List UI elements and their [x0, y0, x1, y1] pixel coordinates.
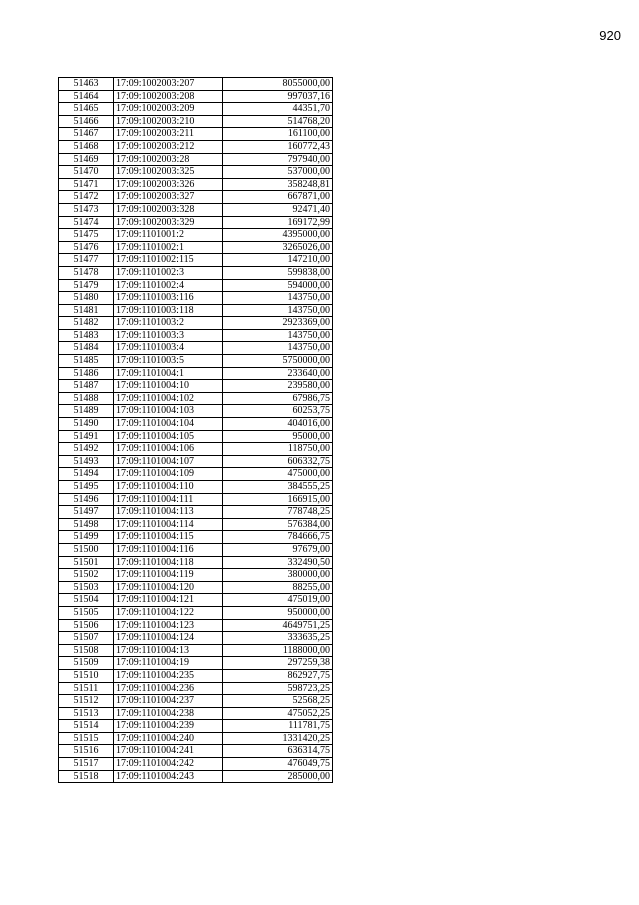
table-row: [59, 745, 333, 758]
row-number-cell: 51518: [59, 770, 114, 783]
cadastral-number-cell: 17:09:1101004:124: [114, 632, 223, 645]
cadastral-value-cell: 143750,00: [223, 292, 333, 305]
cadastral-value-cell: 1188000,00: [223, 644, 333, 657]
table-row: [59, 229, 333, 242]
cadastral-value-cell: 598723,25: [223, 682, 333, 695]
table-row: [59, 203, 333, 216]
row-number-cell: 51485: [59, 355, 114, 368]
cadastral-value-cell: 475052,25: [223, 707, 333, 720]
table-row: [59, 153, 333, 166]
row-number-cell: 51463: [59, 78, 114, 91]
cadastral-value-cell: 67986,75: [223, 392, 333, 405]
table-row: [59, 619, 333, 632]
row-number-cell: 51512: [59, 695, 114, 708]
table-row: [59, 481, 333, 494]
cadastral-number-cell: 17:09:1101003:2: [114, 317, 223, 330]
row-number-cell: 51470: [59, 166, 114, 179]
table-row: [59, 720, 333, 733]
row-number-cell: 51517: [59, 758, 114, 771]
table-row: [59, 581, 333, 594]
table-row: [59, 90, 333, 103]
row-number-cell: 51474: [59, 216, 114, 229]
cadastral-value-cell: 143750,00: [223, 329, 333, 342]
row-number-cell: 51493: [59, 455, 114, 468]
cadastral-value-cell: 594000,00: [223, 279, 333, 292]
row-number-cell: 51469: [59, 153, 114, 166]
row-number-cell: 51499: [59, 531, 114, 544]
table-row: [59, 758, 333, 771]
cadastral-number-cell: 17:09:1101004:123: [114, 619, 223, 632]
row-number-cell: 51510: [59, 669, 114, 682]
table-row: [59, 392, 333, 405]
table-row: [59, 178, 333, 191]
row-number-cell: 51513: [59, 707, 114, 720]
table-row: [59, 342, 333, 355]
cadastral-value-cell: 404016,00: [223, 418, 333, 431]
cadastral-value-cell: 111781,75: [223, 720, 333, 733]
cadastral-number-cell: 17:09:1101004:19: [114, 657, 223, 670]
table-row: [59, 543, 333, 556]
table-row: [59, 128, 333, 141]
row-number-cell: 51516: [59, 745, 114, 758]
cadastral-number-cell: 17:09:1101004:238: [114, 707, 223, 720]
row-number-cell: 51492: [59, 443, 114, 456]
cadastral-number-cell: 17:09:1101004:10: [114, 380, 223, 393]
row-number-cell: 51491: [59, 430, 114, 443]
row-number-cell: 51498: [59, 518, 114, 531]
row-number-cell: 51506: [59, 619, 114, 632]
cadastral-number-cell: 17:09:1002003:212: [114, 140, 223, 153]
row-number-cell: 51497: [59, 506, 114, 519]
row-number-cell: 51464: [59, 90, 114, 103]
cadastral-value-cell: 88255,00: [223, 581, 333, 594]
cadastral-value-cell: 169172,99: [223, 216, 333, 229]
cadastral-number-cell: 17:09:1101003:118: [114, 304, 223, 317]
cadastral-number-cell: 17:09:1101004:109: [114, 468, 223, 481]
row-number-cell: 51466: [59, 115, 114, 128]
table-row: [59, 216, 333, 229]
cadastral-value-cell: 52568,25: [223, 695, 333, 708]
table-row: [59, 518, 333, 531]
cadastral-value-cell: 44351,70: [223, 103, 333, 116]
cadastral-number-cell: 17:09:1101002:1: [114, 241, 223, 254]
cadastral-value-cell: 475019,00: [223, 594, 333, 607]
row-number-cell: 51484: [59, 342, 114, 355]
row-number-cell: 51489: [59, 405, 114, 418]
cadastral-value-cell: 384555,25: [223, 481, 333, 494]
row-number-cell: 51495: [59, 481, 114, 494]
cadastral-value-cell: 358248,81: [223, 178, 333, 191]
table-body: [59, 78, 333, 783]
row-number-cell: 51487: [59, 380, 114, 393]
row-number-cell: 51505: [59, 606, 114, 619]
cadastral-value-cell: 606332,75: [223, 455, 333, 468]
table-row: [59, 644, 333, 657]
cadastral-value-cell: 3265026,00: [223, 241, 333, 254]
cadastral-value-cell: 380000,00: [223, 569, 333, 582]
row-number-cell: 51501: [59, 556, 114, 569]
cadastral-value-cell: 667871,00: [223, 191, 333, 204]
row-number-cell: 51509: [59, 657, 114, 670]
cadastral-value-cell: 997037,16: [223, 90, 333, 103]
table-row: [59, 632, 333, 645]
row-number-cell: 51479: [59, 279, 114, 292]
row-number-cell: 51481: [59, 304, 114, 317]
cadastral-value-cell: 143750,00: [223, 342, 333, 355]
cadastral-value-cell: 161100,00: [223, 128, 333, 141]
cadastral-number-cell: 17:09:1101004:114: [114, 518, 223, 531]
cadastral-value-cell: 118750,00: [223, 443, 333, 456]
cadastral-number-cell: 17:09:1002003:210: [114, 115, 223, 128]
cadastral-number-cell: 17:09:1101004:118: [114, 556, 223, 569]
row-number-cell: 51486: [59, 367, 114, 380]
row-number-cell: 51488: [59, 392, 114, 405]
cadastral-value-cell: 636314,75: [223, 745, 333, 758]
cadastral-number-cell: 17:09:1101004:120: [114, 581, 223, 594]
cadastral-value-cell: 297259,38: [223, 657, 333, 670]
row-number-cell: 51514: [59, 720, 114, 733]
table-row: [59, 115, 333, 128]
cadastral-number-cell: 17:09:1002003:211: [114, 128, 223, 141]
cadastral-number-cell: 17:09:1101004:235: [114, 669, 223, 682]
cadastral-value-cell: 797940,00: [223, 153, 333, 166]
cadastral-value-cell: 4649751,25: [223, 619, 333, 632]
cadastral-value-cell: 166915,00: [223, 493, 333, 506]
cadastral-value-cell: 239580,00: [223, 380, 333, 393]
row-number-cell: 51507: [59, 632, 114, 645]
cadastral-number-cell: 17:09:1101004:121: [114, 594, 223, 607]
cadastral-number-cell: 17:09:1101004:122: [114, 606, 223, 619]
cadastral-number-cell: 17:09:1101004:103: [114, 405, 223, 418]
row-number-cell: 51503: [59, 581, 114, 594]
cadastral-value-cell: 599838,00: [223, 266, 333, 279]
table-row: [59, 418, 333, 431]
cadastral-number-cell: 17:09:1002003:327: [114, 191, 223, 204]
row-number-cell: 51478: [59, 266, 114, 279]
cadastral-number-cell: 17:09:1101004:239: [114, 720, 223, 733]
cadastral-number-cell: 17:09:1002003:208: [114, 90, 223, 103]
table-row: [59, 166, 333, 179]
cadastral-value-cell: 95000,00: [223, 430, 333, 443]
cadastral-number-cell: 17:09:1002003:28: [114, 153, 223, 166]
cadastral-value-cell: 8055000,00: [223, 78, 333, 91]
table-row: [59, 304, 333, 317]
row-number-cell: 51477: [59, 254, 114, 267]
table-row: [59, 657, 333, 670]
row-number-cell: 51475: [59, 229, 114, 242]
row-number-cell: 51472: [59, 191, 114, 204]
row-number-cell: 51480: [59, 292, 114, 305]
cadastral-number-cell: 17:09:1101004:110: [114, 481, 223, 494]
cadastral-number-cell: 17:09:1002003:207: [114, 78, 223, 91]
table-row: [59, 266, 333, 279]
cadastral-number-cell: 17:09:1101002:4: [114, 279, 223, 292]
table-row: [59, 279, 333, 292]
cadastral-value-cell: 862927,75: [223, 669, 333, 682]
cadastral-number-cell: 17:09:1101004:116: [114, 543, 223, 556]
cadastral-value-cell: 233640,00: [223, 367, 333, 380]
table-row: [59, 732, 333, 745]
cadastral-number-cell: 17:09:1101004:240: [114, 732, 223, 745]
row-number-cell: 51476: [59, 241, 114, 254]
cadastral-number-cell: 17:09:1101002:115: [114, 254, 223, 267]
cadastral-value-cell: 475000,00: [223, 468, 333, 481]
table-row: [59, 430, 333, 443]
cadastral-number-cell: 17:09:1002003:328: [114, 203, 223, 216]
cadastral-value-cell: 2923369,00: [223, 317, 333, 330]
cadastral-number-cell: 17:09:1101004:115: [114, 531, 223, 544]
page-number: 920: [599, 28, 621, 43]
cadastral-value-cell: 778748,25: [223, 506, 333, 519]
row-number-cell: 51496: [59, 493, 114, 506]
table-row: [59, 317, 333, 330]
cadastral-number-cell: 17:09:1002003:326: [114, 178, 223, 191]
table-row: [59, 78, 333, 91]
cadastral-value-cell: 5750000,00: [223, 355, 333, 368]
row-number-cell: 51471: [59, 178, 114, 191]
table-row: [59, 669, 333, 682]
cadastral-value-cell: 576384,00: [223, 518, 333, 531]
table-row: [59, 380, 333, 393]
row-number-cell: 51494: [59, 468, 114, 481]
cadastral-number-cell: 17:09:1101004:13: [114, 644, 223, 657]
cadastral-number-cell: 17:09:1101002:3: [114, 266, 223, 279]
cadastral-value-cell: 60253,75: [223, 405, 333, 418]
cadastral-number-cell: 17:09:1101003:116: [114, 292, 223, 305]
table-row: [59, 506, 333, 519]
cadastral-value-cell: 97679,00: [223, 543, 333, 556]
row-number-cell: 51515: [59, 732, 114, 745]
cadastral-number-cell: 17:09:1101004:107: [114, 455, 223, 468]
cadastral-value-cell: 4395000,00: [223, 229, 333, 242]
row-number-cell: 51467: [59, 128, 114, 141]
table-row: [59, 594, 333, 607]
table-row: [59, 606, 333, 619]
cadastral-value-cell: 950000,00: [223, 606, 333, 619]
row-number-cell: 51465: [59, 103, 114, 116]
cadastral-value-cell: 537000,00: [223, 166, 333, 179]
row-number-cell: 51504: [59, 594, 114, 607]
table-row: [59, 556, 333, 569]
cadastral-number-cell: 17:09:1101004:236: [114, 682, 223, 695]
table-row: [59, 103, 333, 116]
table-row: [59, 140, 333, 153]
cadastral-number-cell: 17:09:1101004:1: [114, 367, 223, 380]
cadastral-number-cell: 17:09:1101004:113: [114, 506, 223, 519]
cadastral-number-cell: 17:09:1101003:5: [114, 355, 223, 368]
cadastral-value-cell: 147210,00: [223, 254, 333, 267]
cadastral-number-cell: 17:09:1101004:102: [114, 392, 223, 405]
row-number-cell: 51482: [59, 317, 114, 330]
cadastral-value-cell: 1331420,25: [223, 732, 333, 745]
cadastral-number-cell: 17:09:1101004:104: [114, 418, 223, 431]
cadastral-number-cell: 17:09:1101004:105: [114, 430, 223, 443]
table-row: [59, 468, 333, 481]
cadastral-value-cell: 514768,20: [223, 115, 333, 128]
row-number-cell: 51502: [59, 569, 114, 582]
cadastral-number-cell: 17:09:1002003:329: [114, 216, 223, 229]
table-row: [59, 292, 333, 305]
table-row: [59, 254, 333, 267]
cadastral-number-cell: 17:09:1101004:242: [114, 758, 223, 771]
table-row: [59, 241, 333, 254]
table-row: [59, 443, 333, 456]
table-row: [59, 770, 333, 783]
row-number-cell: 51490: [59, 418, 114, 431]
cadastral-value-cell: 285000,00: [223, 770, 333, 783]
row-number-cell: 51468: [59, 140, 114, 153]
cadastral-number-cell: 17:09:1101004:241: [114, 745, 223, 758]
cadastral-number-cell: 17:09:1101004:111: [114, 493, 223, 506]
table-row: [59, 682, 333, 695]
cadastral-number-cell: 17:09:1101003:4: [114, 342, 223, 355]
table-row: [59, 355, 333, 368]
cadastral-number-cell: 17:09:1002003:325: [114, 166, 223, 179]
cadastral-number-cell: 17:09:1101003:3: [114, 329, 223, 342]
cadastral-number-cell: 17:09:1101004:243: [114, 770, 223, 783]
cadastral-number-cell: 17:09:1101004:119: [114, 569, 223, 582]
row-number-cell: 51511: [59, 682, 114, 695]
cadastral-value-cell: 476049,75: [223, 758, 333, 771]
row-number-cell: 51473: [59, 203, 114, 216]
cadastral-value-cell: 333635,25: [223, 632, 333, 645]
row-number-cell: 51508: [59, 644, 114, 657]
table-row: [59, 493, 333, 506]
table-row: [59, 707, 333, 720]
table-row: [59, 405, 333, 418]
table-row: [59, 531, 333, 544]
cadastral-value-cell: 784666,75: [223, 531, 333, 544]
cadastral-number-cell: 17:09:1101001:2: [114, 229, 223, 242]
table-row: [59, 329, 333, 342]
row-number-cell: 51483: [59, 329, 114, 342]
table-row: [59, 367, 333, 380]
cadastral-value-cell: 92471,40: [223, 203, 333, 216]
cadastral-number-cell: 17:09:1101004:106: [114, 443, 223, 456]
cadastral-value-table: [58, 77, 333, 783]
cadastral-number-cell: 17:09:1002003:209: [114, 103, 223, 116]
table-row: [59, 569, 333, 582]
cadastral-value-cell: 160772,43: [223, 140, 333, 153]
table-row: [59, 695, 333, 708]
table-row: [59, 191, 333, 204]
cadastral-number-cell: 17:09:1101004:237: [114, 695, 223, 708]
cadastral-value-cell: 143750,00: [223, 304, 333, 317]
cadastral-value-cell: 332490,50: [223, 556, 333, 569]
table-row: [59, 455, 333, 468]
row-number-cell: 51500: [59, 543, 114, 556]
